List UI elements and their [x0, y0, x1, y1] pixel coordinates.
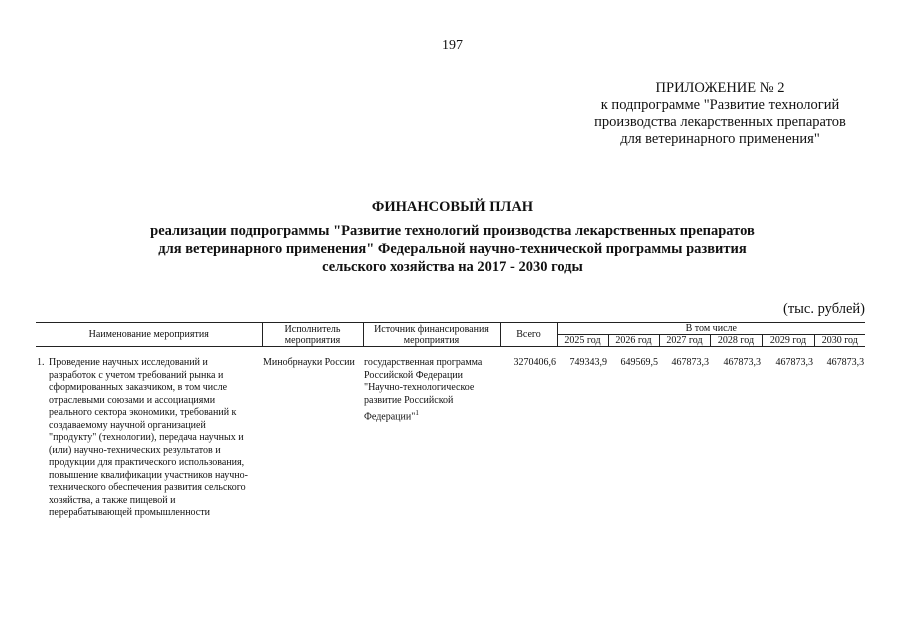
year-value: 649569,5: [620, 357, 658, 368]
header-executor-line: мероприятия: [284, 334, 341, 346]
header-including: В том числе: [557, 323, 865, 335]
measure-name-cell: [36, 357, 262, 520]
year-value: 467873,3: [671, 357, 709, 368]
appendix-header: [540, 80, 900, 148]
header-year: 2027 год: [659, 335, 710, 347]
subtitle-line: для ветеринарного применения" Федеральной научно-технической программы развития: [158, 241, 747, 257]
year-value: 749343,9: [569, 357, 607, 368]
footnote-marker: 1: [415, 409, 419, 417]
document-subtitle: [100, 222, 805, 276]
header-year: 2028 год: [710, 335, 762, 347]
header-year: 2026 год: [608, 335, 659, 347]
page-number: 197: [442, 38, 463, 53]
source-cell: [363, 357, 500, 520]
total-value: 3270406,6: [513, 357, 556, 368]
source-text: государственная программа Российской Федерации "Научно-технологическое развитие Российской Федерации": [364, 357, 483, 423]
year-value: 467873,3: [775, 357, 813, 368]
subtitle-line: реализации подпрограммы "Развитие технологий производства лекарственных препаратов: [150, 223, 755, 239]
appendix-line: для ветеринарного применения": [620, 131, 820, 147]
year-value: 467873,3: [723, 357, 761, 368]
units-label: (тыс. рублей): [783, 301, 865, 317]
header-year: 2025 год: [557, 335, 608, 347]
appendix-line: к подпрограмме "Развитие технологий: [600, 97, 840, 113]
appendix-line: ПРИЛОЖЕНИЕ № 2: [655, 80, 785, 96]
header-source-line: мероприятия: [403, 334, 460, 346]
appendix-line: производства лекарственных препаратов: [594, 114, 846, 130]
financial-plan-table: [36, 322, 865, 520]
header-executor: [262, 323, 363, 347]
table-row: [36, 357, 865, 520]
header-name: Наименование мероприятия: [36, 323, 262, 347]
measure-number: 1.: [37, 357, 45, 368]
subtitle-line: сельского хозяйства на 2017 - 2030 годы: [322, 259, 583, 275]
executor-cell: Минобрнауки России: [263, 357, 355, 368]
header-total: Всего: [500, 323, 557, 347]
header-year: 2030 год: [814, 335, 865, 347]
header-executor-line: Исполнитель: [284, 323, 341, 335]
header-source-line: Источник финансирования: [374, 323, 489, 335]
header-year: 2029 год: [762, 335, 814, 347]
year-value: 467873,3: [826, 357, 865, 368]
measure-name: Проведение научных исследований и разработок с учетом требований рынка и сформированных заказчиком, в том числе отраслевыми союзами и ассоциациями реального сектора экономики, требований к создаваемому научной организацией "продукту" (технологии), передача научных и (или) научно-технических результатов и продукции для практического использования, повышение квалификации участников научно-технического обеспечения развития сельского хозяйства, а также пищевой и перерабатывающей промышленности: [49, 357, 248, 518]
header-source: [363, 323, 500, 347]
document-title: ФИНАНСОВЫЙ ПЛАН: [371, 199, 534, 215]
